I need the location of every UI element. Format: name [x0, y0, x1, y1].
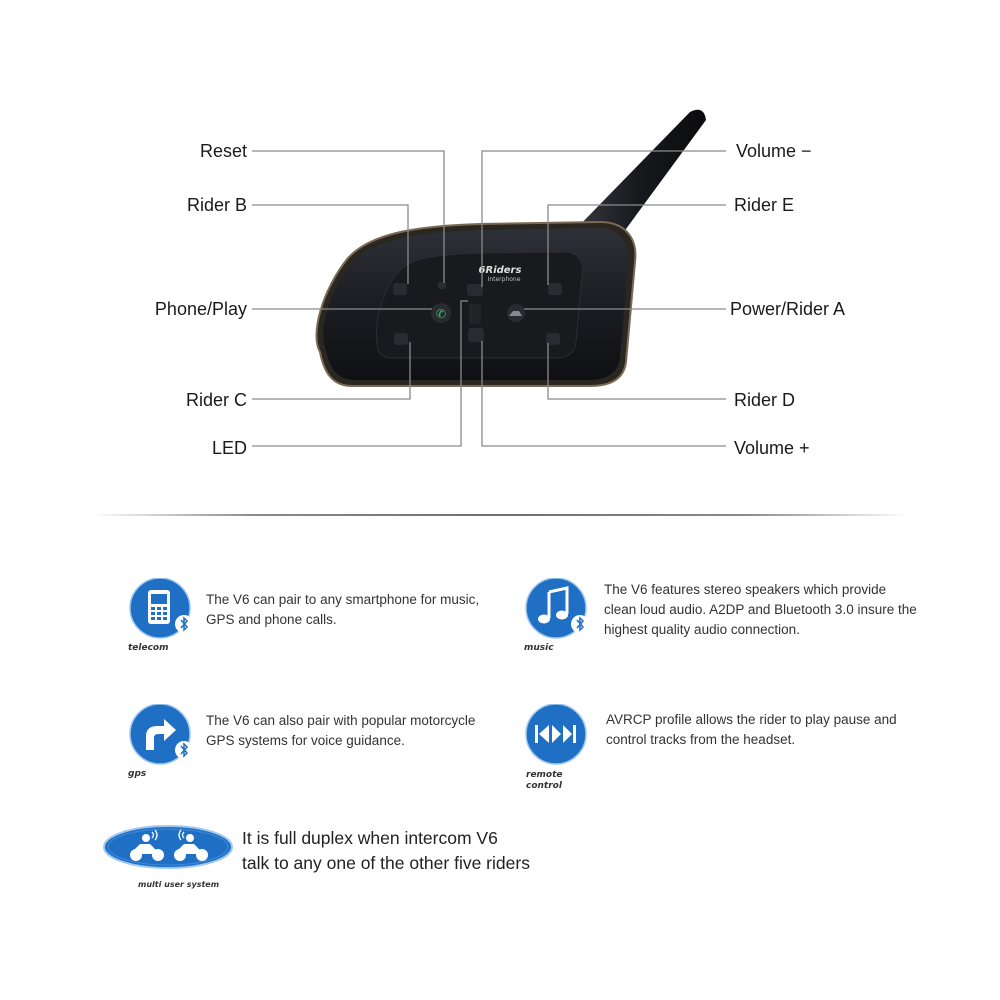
music-bluetooth-icon — [522, 578, 594, 642]
device-brand: 6Riders — [478, 265, 522, 276]
phone-bluetooth-icon — [126, 578, 198, 642]
label-led: LED — [211, 438, 247, 458]
label-power-rider-a: Power/Rider A — [730, 299, 846, 319]
feature-text-multi-user-1: It is full duplex when intercom V6 — [242, 828, 498, 848]
label-rider-b: Rider B — [186, 195, 247, 215]
icon-label-multi-user: multi user system — [138, 880, 220, 889]
icon-label-gps: gps — [128, 769, 147, 779]
phone-icon: ✆ — [435, 307, 447, 321]
reset-button[interactable] — [438, 282, 446, 289]
feature-multi-user — [102, 822, 562, 892]
feature-music — [522, 578, 922, 658]
label-rider-c: Rider C — [185, 390, 247, 410]
feature-text-remote-control: AVRCP profile allows the rider to play pause and control tracks from the headset. — [606, 712, 897, 747]
motorcycles-icon — [102, 822, 238, 878]
icon-label-music: music — [524, 643, 554, 653]
label-volume-minus: Volume − — [736, 141, 812, 161]
feature-text-music: The V6 features stereo speakers which provide clean loud audio. A2DP and Bluetooth 3.0 insure the highest quality audio connection. — [604, 582, 917, 637]
label-rider-e: Rider E — [734, 195, 795, 215]
feature-text-multi-user-2: talk to any one of the other five riders — [242, 853, 530, 873]
volume-plus-button[interactable] — [468, 328, 484, 342]
led-indicator — [469, 304, 481, 324]
rider-e-button[interactable] — [548, 283, 562, 295]
icon-label-control: control — [526, 781, 562, 791]
label-rider-d: Rider D — [734, 390, 796, 410]
rider-b-button[interactable] — [393, 283, 407, 295]
feature-telecom — [126, 578, 506, 658]
arrow-bluetooth-icon — [126, 704, 198, 768]
media-controls-icon — [522, 704, 594, 768]
device-sub-brand: Interphone — [487, 276, 521, 283]
section-divider — [90, 514, 910, 516]
volume-minus-button[interactable] — [467, 284, 483, 296]
feature-text-gps: The V6 can also pair with popular motorcycle GPS systems for voice guidance. — [206, 713, 476, 748]
rider-c-button[interactable] — [394, 333, 408, 345]
feature-gps — [126, 704, 506, 784]
label-reset: Reset — [199, 141, 247, 161]
feature-text-telecom: The V6 can pair to any smartphone for music, GPS and phone calls. — [206, 592, 480, 627]
label-phone-play: Phone/Play — [154, 299, 247, 319]
label-volume-plus: Volume + — [734, 438, 810, 458]
icon-label-telecom: telecom — [128, 643, 169, 653]
feature-remote-control — [522, 704, 922, 794]
icon-label-remote: remote — [526, 770, 563, 780]
